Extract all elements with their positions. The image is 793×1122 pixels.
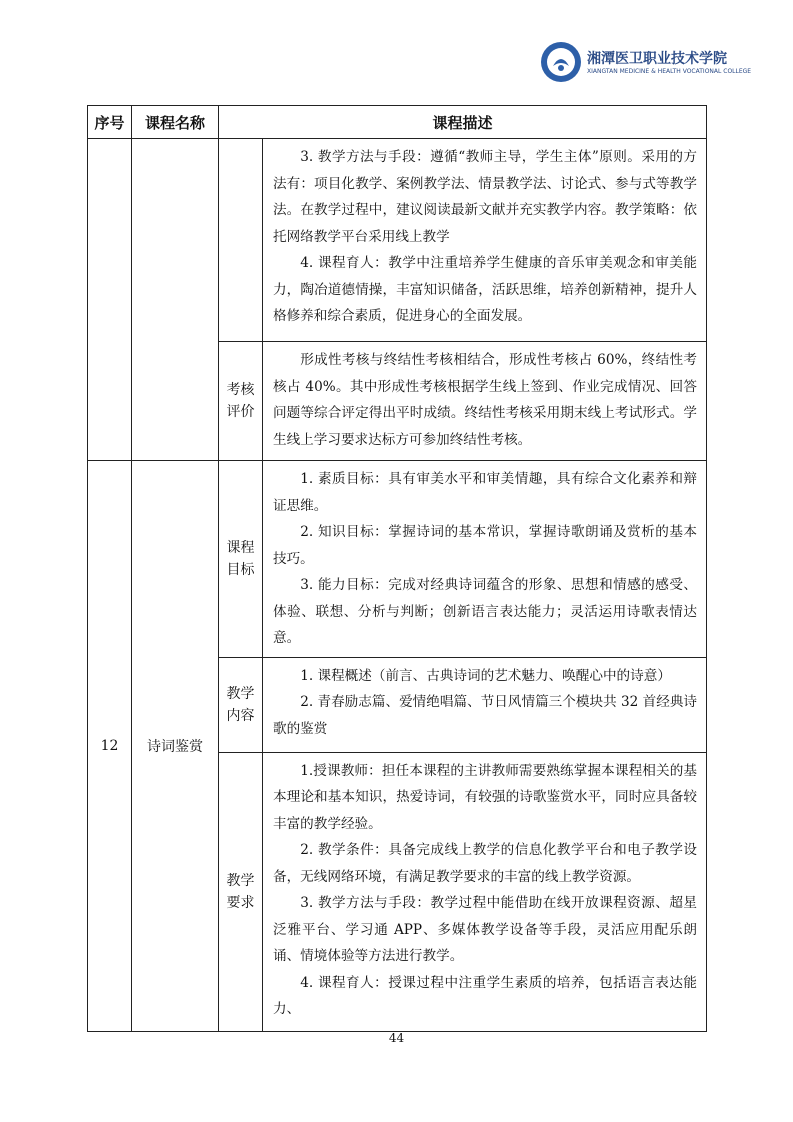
description-paragraph: 2. 青春励志篇、爱情绝唱篇、节日风情篇三个模块共 32 首经典诗歌的鉴赏 bbox=[273, 694, 698, 737]
school-name-en: XIANGTAN MEDICINE & HEALTH VOCATIONAL COLLEGE bbox=[587, 68, 752, 75]
requirements-cell bbox=[263, 752, 707, 1031]
description-paragraph: 1. 课程概述（前言、古典诗词的艺术魅力、唤醒心中的诗意） bbox=[300, 667, 671, 684]
course-number: 12 bbox=[88, 461, 132, 1032]
description-paragraph: 2. 知识目标：掌握诗词的基本常识，掌握诗歌朗诵及赏析的基本技巧。 bbox=[273, 524, 698, 567]
description-paragraph: 4. 课程育人：教学中注重培养学生健康的音乐审美观念和审美能力，陶冶道德情操，丰富知识储备，活跃思维，培养创新精神，提升人格修养和综合素质，促进身心的全面发展。 bbox=[273, 255, 698, 324]
sub-label-requirements: 教学要求 bbox=[219, 752, 263, 1031]
description-paragraph: 3. 教学方法与手段：遵循“教师主导，学生主体”原则。采用的方法有：项目化教学、案例教学法、情景教学法、讨论式、参与式等教学法。在教学过程中，建议阅读最新文献并充实教学内容。教学策略：依托网络教学平台采用线上教学 bbox=[273, 149, 698, 245]
description-paragraph: 1. 素质目标：具有审美水平和审美情趣，具有综合文化素养和辩证思维。 bbox=[273, 471, 698, 514]
number-cell-continued bbox=[88, 139, 132, 461]
content-cell bbox=[263, 657, 707, 752]
name-cell-continued bbox=[132, 139, 219, 461]
sub-label-goals: 课程目标 bbox=[219, 461, 263, 658]
school-name-cn: 湘潭医卫职业技术学院 bbox=[587, 51, 727, 67]
table-header-row bbox=[88, 106, 707, 139]
table-row bbox=[88, 139, 707, 342]
course-name: 诗词鉴赏 bbox=[132, 461, 219, 1032]
description-paragraph: 2. 教学条件：具备完成线上教学的信息化教学平台和电子教学设备，无线网络环境，有满足教学要求的丰富的线上教学资源。 bbox=[273, 842, 698, 885]
header-course-name: 课程名称 bbox=[132, 106, 219, 139]
school-logo bbox=[539, 40, 752, 84]
header-course-description: 课程描述 bbox=[219, 106, 707, 139]
description-paragraph: 4. 课程育人：授课过程中注重学生素质的培养，包括语言表达能力、 bbox=[273, 974, 698, 1017]
description-paragraph: 3. 能力目标：完成对经典诗词蕴含的形象、思想和情感的感受、体验、联想、分析与判断；创新语言表达能力；灵活运用诗歌表情达意。 bbox=[273, 577, 698, 646]
description-paragraph: 形成性考核与终结性考核相结合，形成性考核占 60%，终结性考核占 40%。其中形成性考核根据学生线上签到、作业完成情况、回答问题等综合评定得出平时成绩。终结性考核采用期末线上考试形式。学生线上学习要求达标方可参加终结性考核。 bbox=[273, 352, 698, 448]
description-paragraph: 1.授课教师：担任本课程的主讲教师需要熟练掌握本课程相关的基本理论和基本知识，热爱诗词，有较强的诗歌鉴赏水平，同时应具备较丰富的教学经验。 bbox=[273, 762, 698, 832]
description-paragraph: 3. 教学方法与手段：教学过程中能借助在线开放课程资源、超星泛雅平台、学习通 APP、多媒体教学设备等手段，灵活应用配乐朗诵、情境体验等方法进行教学。 bbox=[273, 895, 698, 964]
table-row bbox=[88, 461, 707, 658]
sub-label-assessment: 考核评价 bbox=[219, 342, 263, 461]
assessment-cell bbox=[263, 342, 707, 461]
sub-label-content: 教学内容 bbox=[219, 657, 263, 752]
description-cell bbox=[263, 139, 707, 342]
header-number: 序号 bbox=[88, 106, 132, 139]
sub-label-cell-continued bbox=[219, 139, 263, 342]
page-number: 44 bbox=[388, 1031, 405, 1045]
school-emblem-icon bbox=[539, 40, 583, 84]
course-table bbox=[87, 105, 707, 1032]
goals-cell bbox=[263, 461, 707, 658]
